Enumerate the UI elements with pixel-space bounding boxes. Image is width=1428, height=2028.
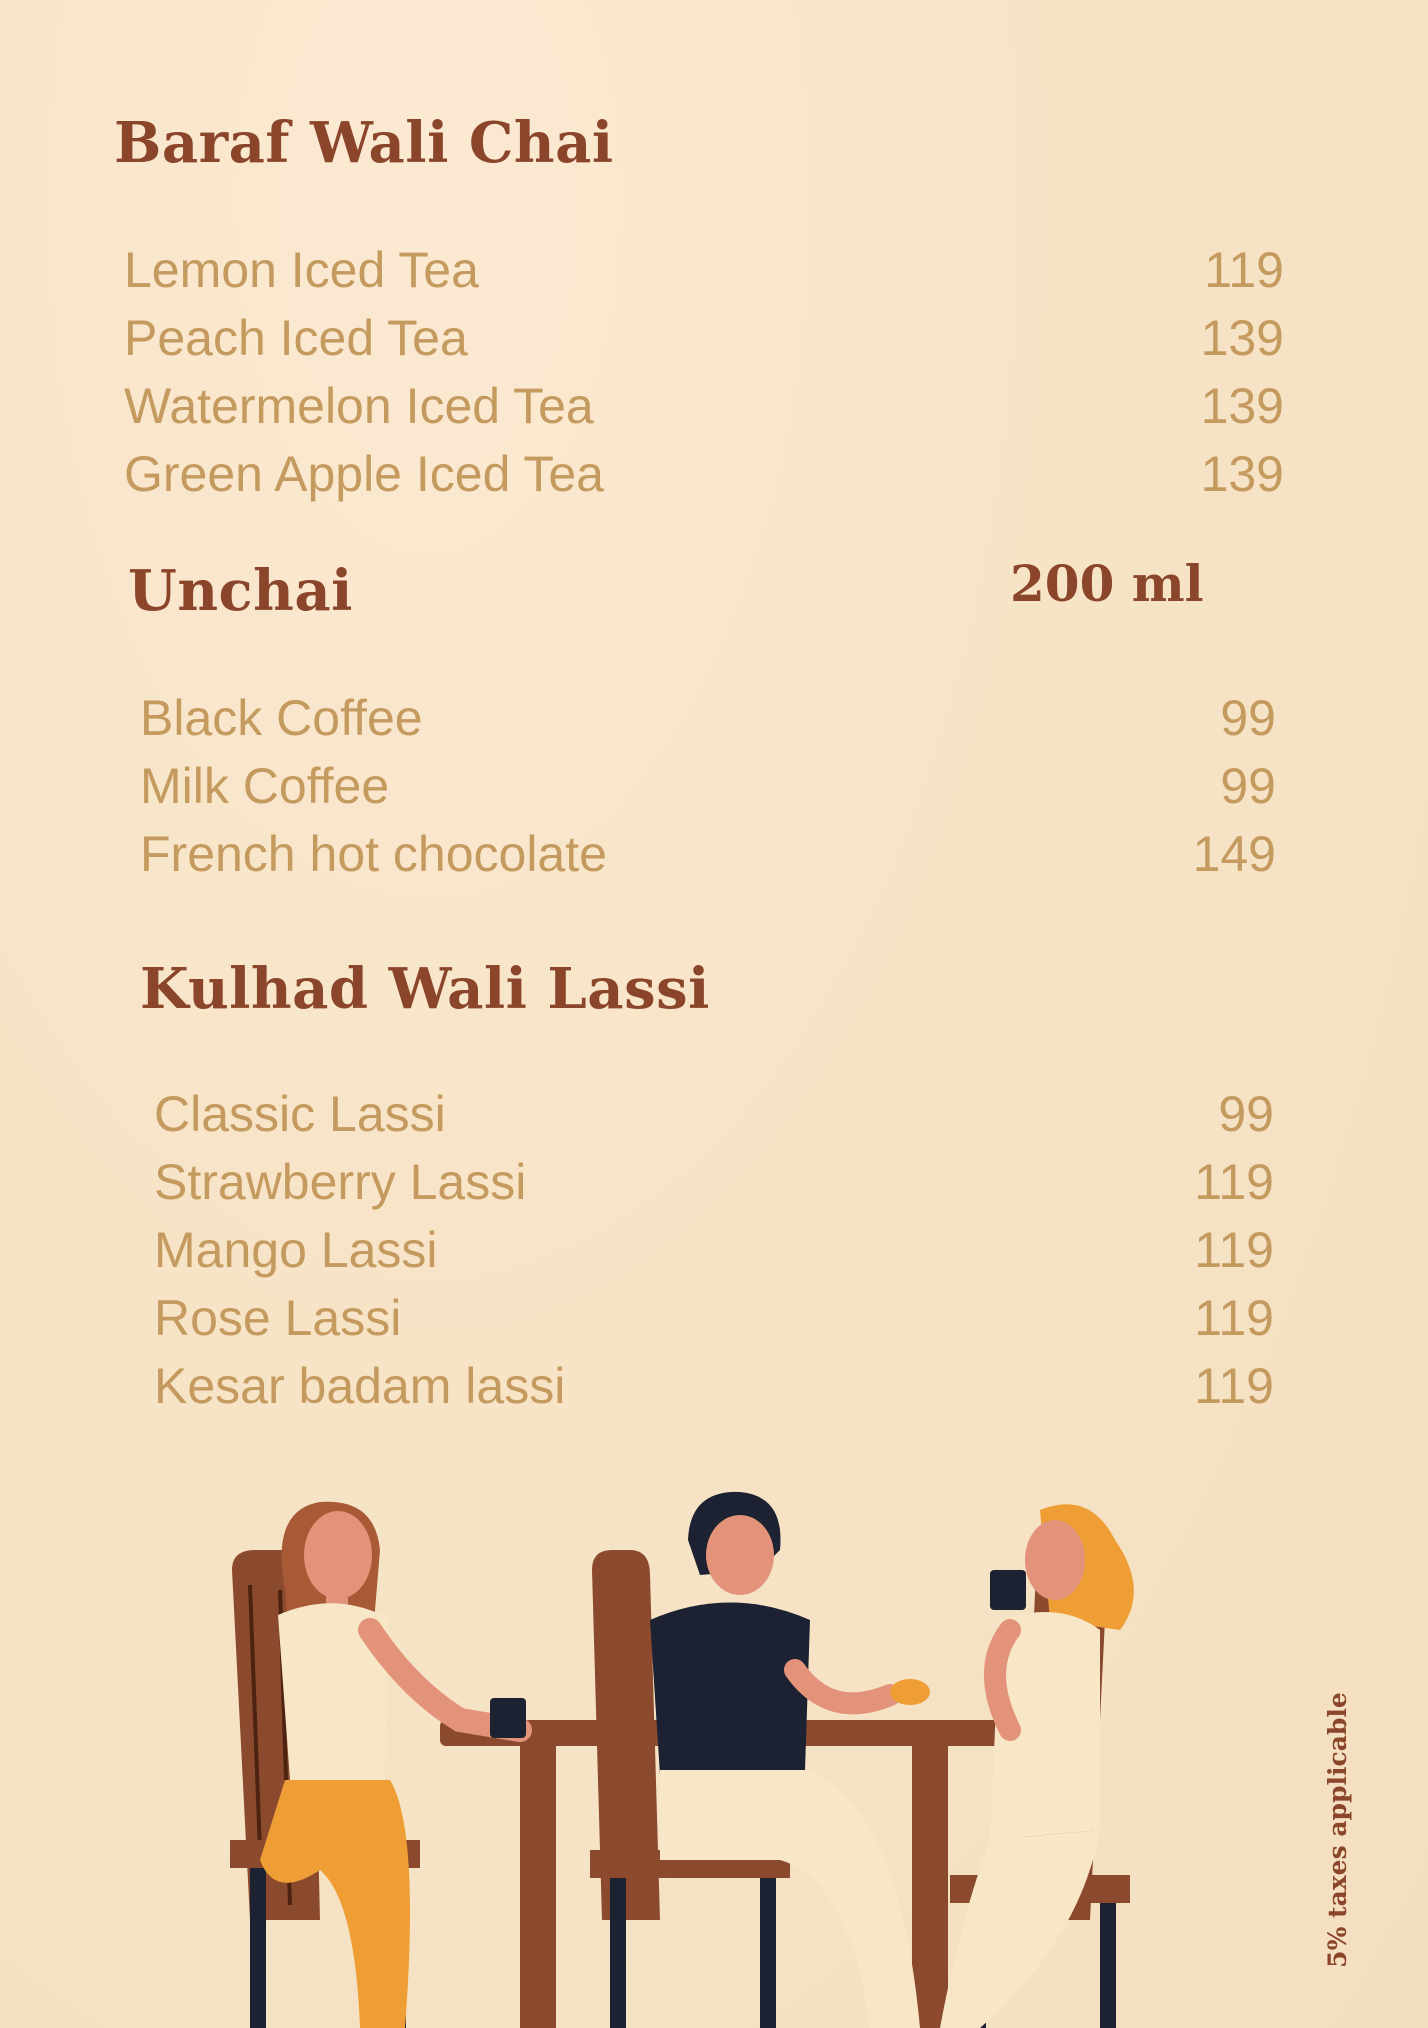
menu-item-name: Classic Lassi: [154, 1086, 446, 1142]
menu-list-unchai: [140, 684, 1276, 888]
menu-item-name: Black Coffee: [140, 690, 423, 746]
menu-item-name: Lemon Iced Tea: [124, 242, 479, 298]
section-title-baraf-wali-chai: Baraf Wali Chai: [114, 110, 614, 176]
menu-item-price: 139: [1200, 310, 1284, 366]
menu-list-baraf-wali-chai: [124, 236, 1284, 508]
menu-item: [124, 236, 1284, 304]
people-at-cafe-table-illustration: [220, 1480, 1220, 2028]
menu-item: [154, 1284, 1274, 1352]
menu-item-price: 99: [1218, 1086, 1274, 1142]
menu-item: [154, 1352, 1274, 1420]
menu-item-name: Watermelon Iced Tea: [124, 378, 594, 434]
menu-item: [124, 304, 1284, 372]
menu-item-price: 119: [1194, 1290, 1274, 1346]
menu-item-price: 139: [1200, 378, 1284, 434]
menu-item-name: Strawberry Lassi: [154, 1154, 527, 1210]
menu-item-name: Mango Lassi: [154, 1222, 438, 1278]
menu-item: [140, 684, 1276, 752]
menu-item-name: French hot chocolate: [140, 826, 607, 882]
menu-item-name: Rose Lassi: [154, 1290, 402, 1346]
menu-list-kulhad-wali-lassi: [154, 1080, 1274, 1420]
section-volume: 200 ml: [1010, 554, 1204, 613]
person-left-icon: [260, 1502, 526, 2028]
menu-item-price: 99: [1220, 758, 1276, 814]
menu-item: [154, 1216, 1274, 1284]
section-title-kulhad-wali-lassi: Kulhad Wali Lassi: [140, 956, 710, 1022]
menu-item-name: Peach Iced Tea: [124, 310, 468, 366]
menu-item-price: 149: [1192, 826, 1276, 882]
menu-item: [124, 372, 1284, 440]
menu-item: [140, 752, 1276, 820]
menu-item: [154, 1080, 1274, 1148]
person-middle-icon: [650, 1492, 930, 2028]
tax-note: 5% taxes applicable: [1323, 1692, 1352, 1968]
menu-item-price: 119: [1194, 1222, 1274, 1278]
menu-item-price: 99: [1220, 690, 1276, 746]
menu-item-price: 119: [1204, 242, 1284, 298]
menu-item: [124, 440, 1284, 508]
section-title-unchai: Unchai: [128, 558, 353, 624]
menu-item-name: Green Apple Iced Tea: [124, 446, 604, 502]
menu-item: [154, 1148, 1274, 1216]
menu-item-name: Kesar badam lassi: [154, 1358, 566, 1414]
menu-item-name: Milk Coffee: [140, 758, 390, 814]
menu-item-price: 139: [1200, 446, 1284, 502]
menu-item-price: 119: [1194, 1358, 1274, 1414]
menu-item-price: 119: [1194, 1154, 1274, 1210]
menu-item: [140, 820, 1276, 888]
